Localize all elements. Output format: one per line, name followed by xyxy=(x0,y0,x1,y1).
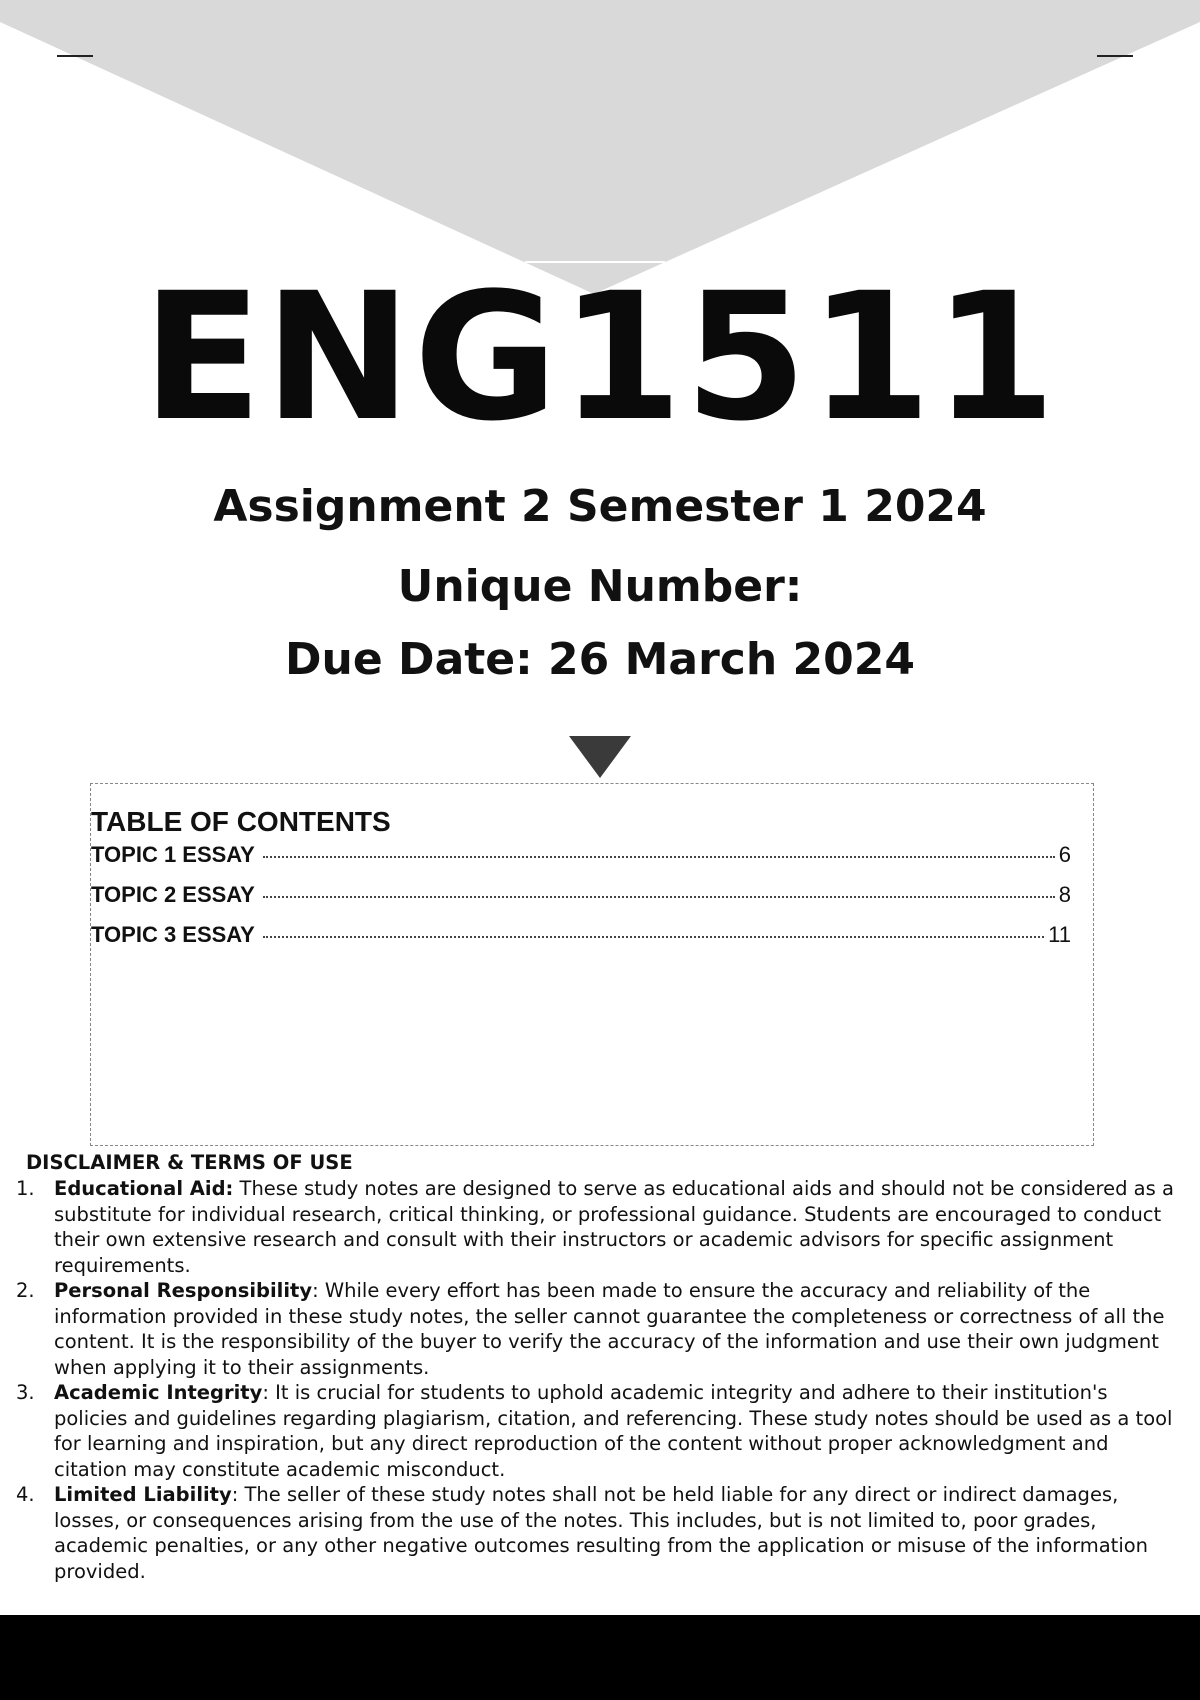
course-code-title: ENG1511 xyxy=(142,255,1058,460)
unique-number-label: Unique Number: xyxy=(397,561,803,612)
toc-entry-page: 8 xyxy=(1058,882,1071,907)
disclaimer-item-text: : The seller of these study notes shall not be held liable for any direct or indirect damages, losses, or consequences arising from the use of the notes. This includes, but is not limited to, poor grades, academic penalties, or any other negative outcomes resulting from the application or misuse of the information provided. xyxy=(54,1483,1149,1583)
toc-leader-dots xyxy=(263,936,1044,938)
disclaimer-item-title: Academic Integrity xyxy=(54,1381,263,1404)
disclaimer-item-title: Educational Aid: xyxy=(54,1177,234,1200)
disclaimer-item-title: Limited Liability xyxy=(54,1483,232,1506)
toc-entry-label: TOPIC 2 ESSAY xyxy=(91,882,255,907)
toc-entry[interactable] xyxy=(91,922,1071,950)
disclaimer-item-text: : While every effort has been made to ensure the accuracy and reliability of the information provided in these study notes, the seller cannot guarantee the completeness or correctness of all the content. It is the responsibility of the buyer to verify the accuracy of the information and use their own judgment when applying it to their assignments. xyxy=(54,1279,1165,1379)
disclaimer-item-body xyxy=(54,1278,1186,1380)
corner-rule-right xyxy=(1097,55,1133,57)
disclaimer-item xyxy=(16,1482,1186,1584)
toc-entry-page: 11 xyxy=(1048,922,1071,947)
disclaimer-item xyxy=(16,1380,1186,1482)
table-of-contents xyxy=(90,783,1094,1146)
disclaimer-item-number: 3. xyxy=(16,1381,35,1404)
disclaimer-section xyxy=(16,1150,1186,1584)
disclaimer-item-text: : It is crucial for students to uphold academic integrity and adhere to their institution's policies and guidelines regarding plagiarism, citation, and referencing. These study notes should be used as a tool for learning and inspiration, but any direct reproduction of the content without proper acknowledgment and citation may constitute academic misconduct. xyxy=(54,1381,1173,1481)
disclaimer-item-number: 1. xyxy=(16,1177,35,1200)
disclaimer-item-number: 4. xyxy=(16,1483,35,1506)
disclaimer-item-body xyxy=(54,1380,1186,1482)
toc-entry-page: 6 xyxy=(1058,842,1071,867)
toc-leader-dots xyxy=(263,856,1055,858)
down-arrow-icon xyxy=(569,736,631,778)
toc-entry[interactable] xyxy=(91,882,1071,910)
due-date-label: Due Date: 26 March 2024 xyxy=(285,634,915,685)
disclaimer-item-body xyxy=(54,1482,1186,1584)
toc-entry[interactable] xyxy=(91,842,1071,870)
disclaimer-list xyxy=(16,1176,1186,1584)
disclaimer-item-title: Personal Responsibility xyxy=(54,1279,313,1302)
disclaimer-item xyxy=(16,1278,1186,1380)
disclaimer-heading: DISCLAIMER & TERMS OF USE xyxy=(26,1151,353,1174)
disclaimer-item-body xyxy=(54,1176,1186,1278)
toc-entry-label: TOPIC 3 ESSAY xyxy=(91,922,255,947)
corner-rule-left xyxy=(57,55,93,57)
assignment-subtitle: Assignment 2 Semester 1 2024 xyxy=(213,481,987,532)
toc-leader-dots xyxy=(263,896,1055,898)
disclaimer-item-text: These study notes are designed to serve as educational aids and should not be considered as a substitute for individual research, critical thinking, or professional guidance. Students are encouraged to conduct their own extensive research and consult with their instructors or academic advisors for specific assignment requirements. xyxy=(54,1177,1174,1277)
disclaimer-item-number: 2. xyxy=(16,1279,35,1302)
toc-entry-label: TOPIC 1 ESSAY xyxy=(91,842,255,867)
disclaimer-item xyxy=(16,1176,1186,1278)
footer-bar xyxy=(0,1615,1200,1700)
toc-heading: TABLE OF CONTENTS xyxy=(91,806,391,837)
